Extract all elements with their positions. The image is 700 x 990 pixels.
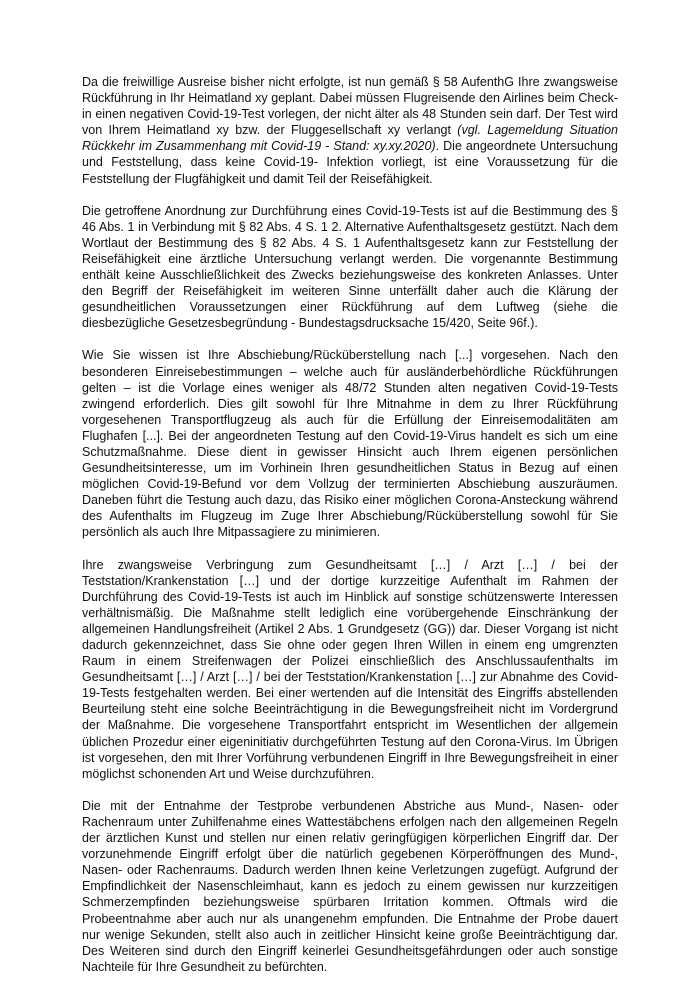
paragraph-entry-requirements: Wie Sie wissen ist Ihre Abschiebung/Rücküberstellung nach [...] vorgesehen. Nach den besonderen Einreisebestimmungen – welche auch für ausländerbehördliche Rückführungen gelten – ist die Vorlage eines weniger als 48/72 Stunden alten negativen Covid-19-Tests zwingend erforderlich. Dies gilt sowohl für Ihre Mitnahme in dem zu Ihrer Rückführung vorgesehenen Transportflugzeug als auch für die Erfüllung der Einreisemodalitäten am Flughafen [...]. Bei der angeordneten Testung auf den Covid-19-Virus handelt es sich um eine Schutzmaßnahme. Diese dient in gewisser Hinsicht auch Ihrem eigenen persönlichen Gesundheitsinteresse, um im Vorhinein Ihren gesundheitlichen Status in Bezug auf einen möglichen Covid-19-Befund vor dem Vollzug der terminierten Abschiebung auszuräumen. Daneben führt die Testung auch dazu, das Risiko einer möglichen Corona-Ansteckung während des Aufenthalts im Flugzeug im Zuge Ihrer Abschiebung/Rücküberstellung sowohl für Sie persönlich als auch Ihre Mitpassagiere zu minimieren. [82, 348, 618, 540]
paragraph-legal-basis-test: Die getroffene Anordnung zur Durchführung eines Covid-19-Tests ist auf die Bestimmung des § 46 Abs. 1 in Verbindung mit § 82 Abs. 4 S. 1 2. Alternative Aufenthaltsgesetz gestützt. Nach dem Wortlaut der Bestimmung des § 82 Abs. 4 S. 1 Aufenthaltsgesetz kann zur Feststellung der Reisefähigkeit eine ärztliche Untersuchung verlangt werden. Die vorgenannte Bestimmung enthält keine Ausschließlichkeit des Zwecks beziehungsweise des konkreten Anlasses. Unter den Begriff der Reisefähigkeit im weiteren Sinne unterfällt daher auch die Klärung der gesundheitlichen Voraussetzungen einer Rückführung auf dem Luftweg (siehe die diesbezügliche Gesetzesbegründung - Bundestagsdrucksache 15/420, Seite 96f.). [82, 203, 618, 331]
paragraph-text: Da die freiwillige Ausreise bisher nicht erfolgte, ist nun gemäß § 58 AufenthG Ihre zwangsweise Rückführung in Ihr Heimatland xy geplant. Dabei müssen Flugreisende den Airlines beim Check-in einen negativen Covid-19-Test vorlegen, der nicht älter als 48 Stunden sein darf. Der Test wird von Ihrem Heimatland xy bzw. der Fluggesellschaft xy verlangt [82, 75, 618, 138]
paragraph-swab-procedure: Die mit der Entnahme der Testprobe verbundenen Abstriche aus Mund-, Nasen- oder Rachenraum unter Zuhilfenahme eines Wattestäbchens erfolgen nach den allgemeinen Regeln der ärztlichen Kunst und stellen nur einen relativ geringfügigen körperlichen Eingriff dar. Der vorzunehmende Eingriff erfolgt über die natürlich gegebenen Körperöffnungen des Mund-, Nasen- oder Rachenraums. Dadurch werden Ihnen keine Verletzungen zugefügt. Aufgrund der Empfindlichkeit der Nasenschleimhaut, kann es jedoch zu einem gewissen nur kurzzeitigen Schmerzempfinden beziehungsweise spürbaren Irritation kommen. Oftmals wird die Probeentnahme aber auch nur als unangenehm empfunden. Die Entnahme der Probe dauert nur wenige Sekunden, stellt also auch in zeitlicher Hinsicht keine große Beeinträchtigung dar. Des Weiteren sind durch den Eingriff keinerlei Gesundheitsgefährdungen oder auch sonstige Nachteile für Ihre Gesundheit zu befürchten. [82, 798, 618, 974]
citation-reference: (vgl. Lagemeldung Situation Rückkehr im Zusammenhang mit Covid-19 - Stand: xy.xy.2020) [82, 123, 618, 154]
paragraph-proportionality: Ihre zwangsweise Verbringung zum Gesundheitsamt […] / Arzt […] / bei der Teststation/Krankenstation […] und der dortige kurzzeitige Aufenthalt im Rahmen der Durchführung des Covid-19-Tests ist auch im Hinblick auf sonstige schützenswerte Interessen verhältnismäßig. Die Maßnahme stellt lediglich eine vorübergehende Einschränkung der allgemeinen Handlungsfreiheit (Artikel 2 Abs. 1 Grundgesetz (GG)) dar. Dieser Vorgang ist nicht dadurch gekennzeichnet, dass Sie ohne oder gegen Ihren Willen in einem eng umgrenzten Raum in einem Streifenwagen der Polizei einschließlich des Anschlussaufenthalts im Gesundheitsamt […] / Arzt […] / bei der Teststation/Krankenstation […] zur Abnahme des Covid-19-Tests festgehalten werden. Bei einer wertenden auf die Intensität des Eingriffs abstellenden Beurteilung steht eine solche Beeinträchtigung in die Bewegungsfreiheit nicht im Vordergrund der Maßnahme. Die vorgesehene Transportfahrt entspricht im Wesentlichen der allgemein üblichen Prozedur einer eigeninitiativ durchgeführten Testung auf den Corona-Virus. Im Übrigen ist vorgesehen, den mit Ihrer Vorführung verbundenen Eingriff in Ihre Bewegungsfreiheit in einer möglichst schonenden Art und Weise durchzuführen. [82, 557, 618, 781]
document-page [82, 74, 618, 975]
paragraph-text: . Die angeordnete Untersuchung und Feststellung, dass keine Covid-19- Infektion vorliegt, ist eine Voraussetzung für die Feststellung der Flugfähigkeit und damit Teil der Reisefähigkeit. [82, 139, 618, 186]
paragraph-legal-basis-deportation [82, 74, 618, 187]
